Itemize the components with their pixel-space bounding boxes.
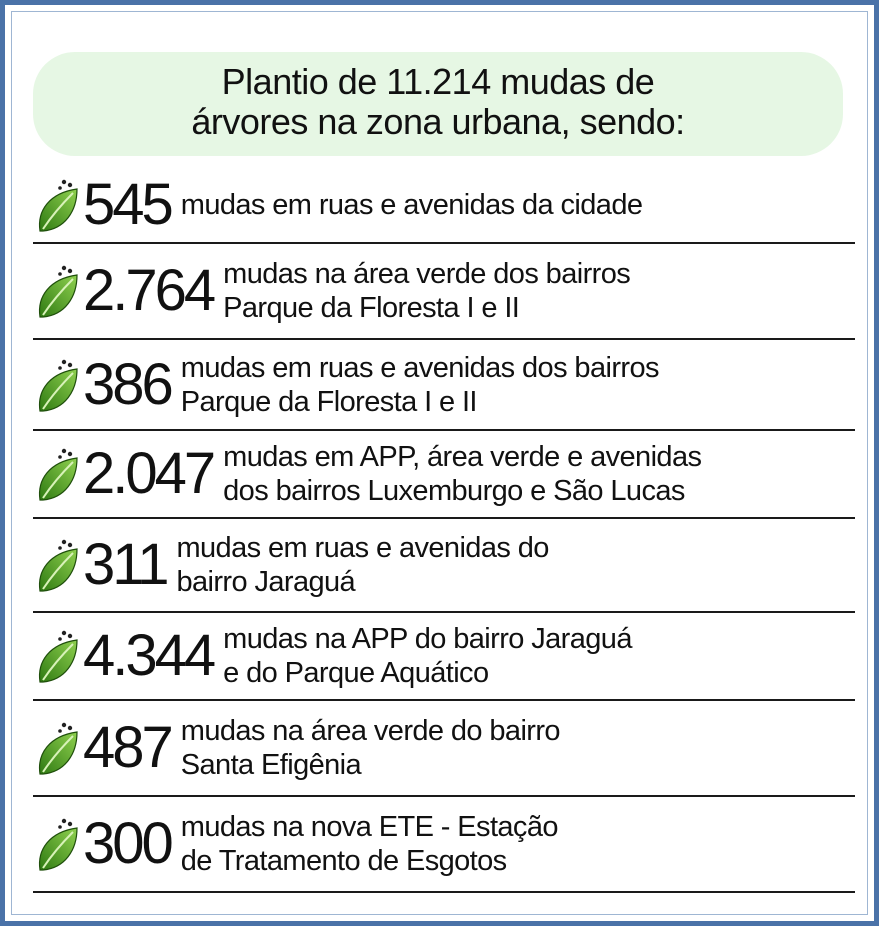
item-description — [181, 810, 558, 878]
list-item — [33, 431, 855, 519]
item-description — [181, 714, 560, 782]
description-line-2: Parque da Floresta I e II — [223, 292, 520, 324]
description-line-2: Parque da Floresta I e II — [180, 385, 477, 418]
title-line-1: Plantio de 11.214 mudas de — [221, 61, 655, 102]
description-line-1: mudas em APP, área verde e avenidas — [223, 441, 702, 473]
list-item — [33, 613, 855, 701]
leaf-icon-graphic — [35, 816, 81, 874]
description-line-2: bairro Jaraguá — [176, 566, 356, 598]
description-line-2: dos bairros Luxemburgo e São Lucas — [223, 475, 685, 507]
seedling-count: 311 — [83, 532, 167, 597]
list-item — [33, 244, 855, 340]
seedling-count: 545 — [83, 172, 171, 237]
description-line-1: mudas na área verde dos bairros — [223, 258, 631, 290]
description-line-2: Santa Efigênia — [180, 749, 362, 781]
description-line-1: mudas na nova ETE - Estação — [180, 811, 558, 843]
item-description — [181, 351, 659, 419]
list-item — [33, 701, 855, 797]
item-description — [223, 440, 701, 508]
leaf-icon — [33, 173, 83, 237]
planting-list — [33, 168, 855, 893]
description-line-2: de Tratamento de Esgotos — [180, 845, 507, 877]
leaf-icon-graphic — [35, 357, 81, 415]
leaf-icon — [33, 353, 83, 417]
item-description — [176, 531, 548, 599]
leaf-icon-graphic — [35, 537, 81, 595]
leaf-icon-graphic — [35, 446, 81, 504]
leaf-icon-graphic — [35, 263, 81, 321]
seedling-count: 386 — [83, 351, 171, 417]
description-line-2: e do Parque Aquático — [223, 657, 489, 689]
seedling-count: 2.764 — [83, 258, 214, 323]
title-line-2: árvores na zona urbana, sendo: — [191, 101, 685, 142]
leaf-icon-graphic — [35, 628, 81, 686]
description-line-1: mudas na área verde do bairro — [180, 715, 560, 747]
description-line-1: mudas em ruas e avenidas dos bairros — [180, 351, 659, 384]
item-description — [223, 257, 630, 325]
item-description — [223, 622, 632, 690]
list-item — [33, 519, 855, 613]
leaf-icon — [33, 442, 83, 506]
description-line-1: mudas em ruas e avenidas da cidade — [180, 189, 643, 221]
seedling-count: 2.047 — [83, 441, 214, 506]
leaf-icon — [33, 812, 83, 876]
leaf-icon-graphic — [35, 177, 81, 235]
list-item — [33, 340, 855, 431]
seedling-count: 487 — [83, 715, 171, 780]
seedling-count: 4.344 — [83, 623, 214, 688]
item-description — [181, 188, 643, 222]
leaf-icon — [33, 259, 83, 323]
leaf-icon — [33, 624, 83, 688]
leaf-icon — [33, 533, 83, 597]
title-box — [33, 52, 843, 156]
description-line-1: mudas em ruas e avenidas do — [176, 532, 549, 564]
leaf-icon — [33, 716, 83, 780]
description-line-1: mudas na APP do bairro Jaraguá — [223, 623, 632, 655]
list-item — [33, 797, 855, 893]
leaf-icon-graphic — [35, 720, 81, 778]
list-item — [33, 168, 855, 244]
seedling-count: 300 — [83, 811, 171, 876]
